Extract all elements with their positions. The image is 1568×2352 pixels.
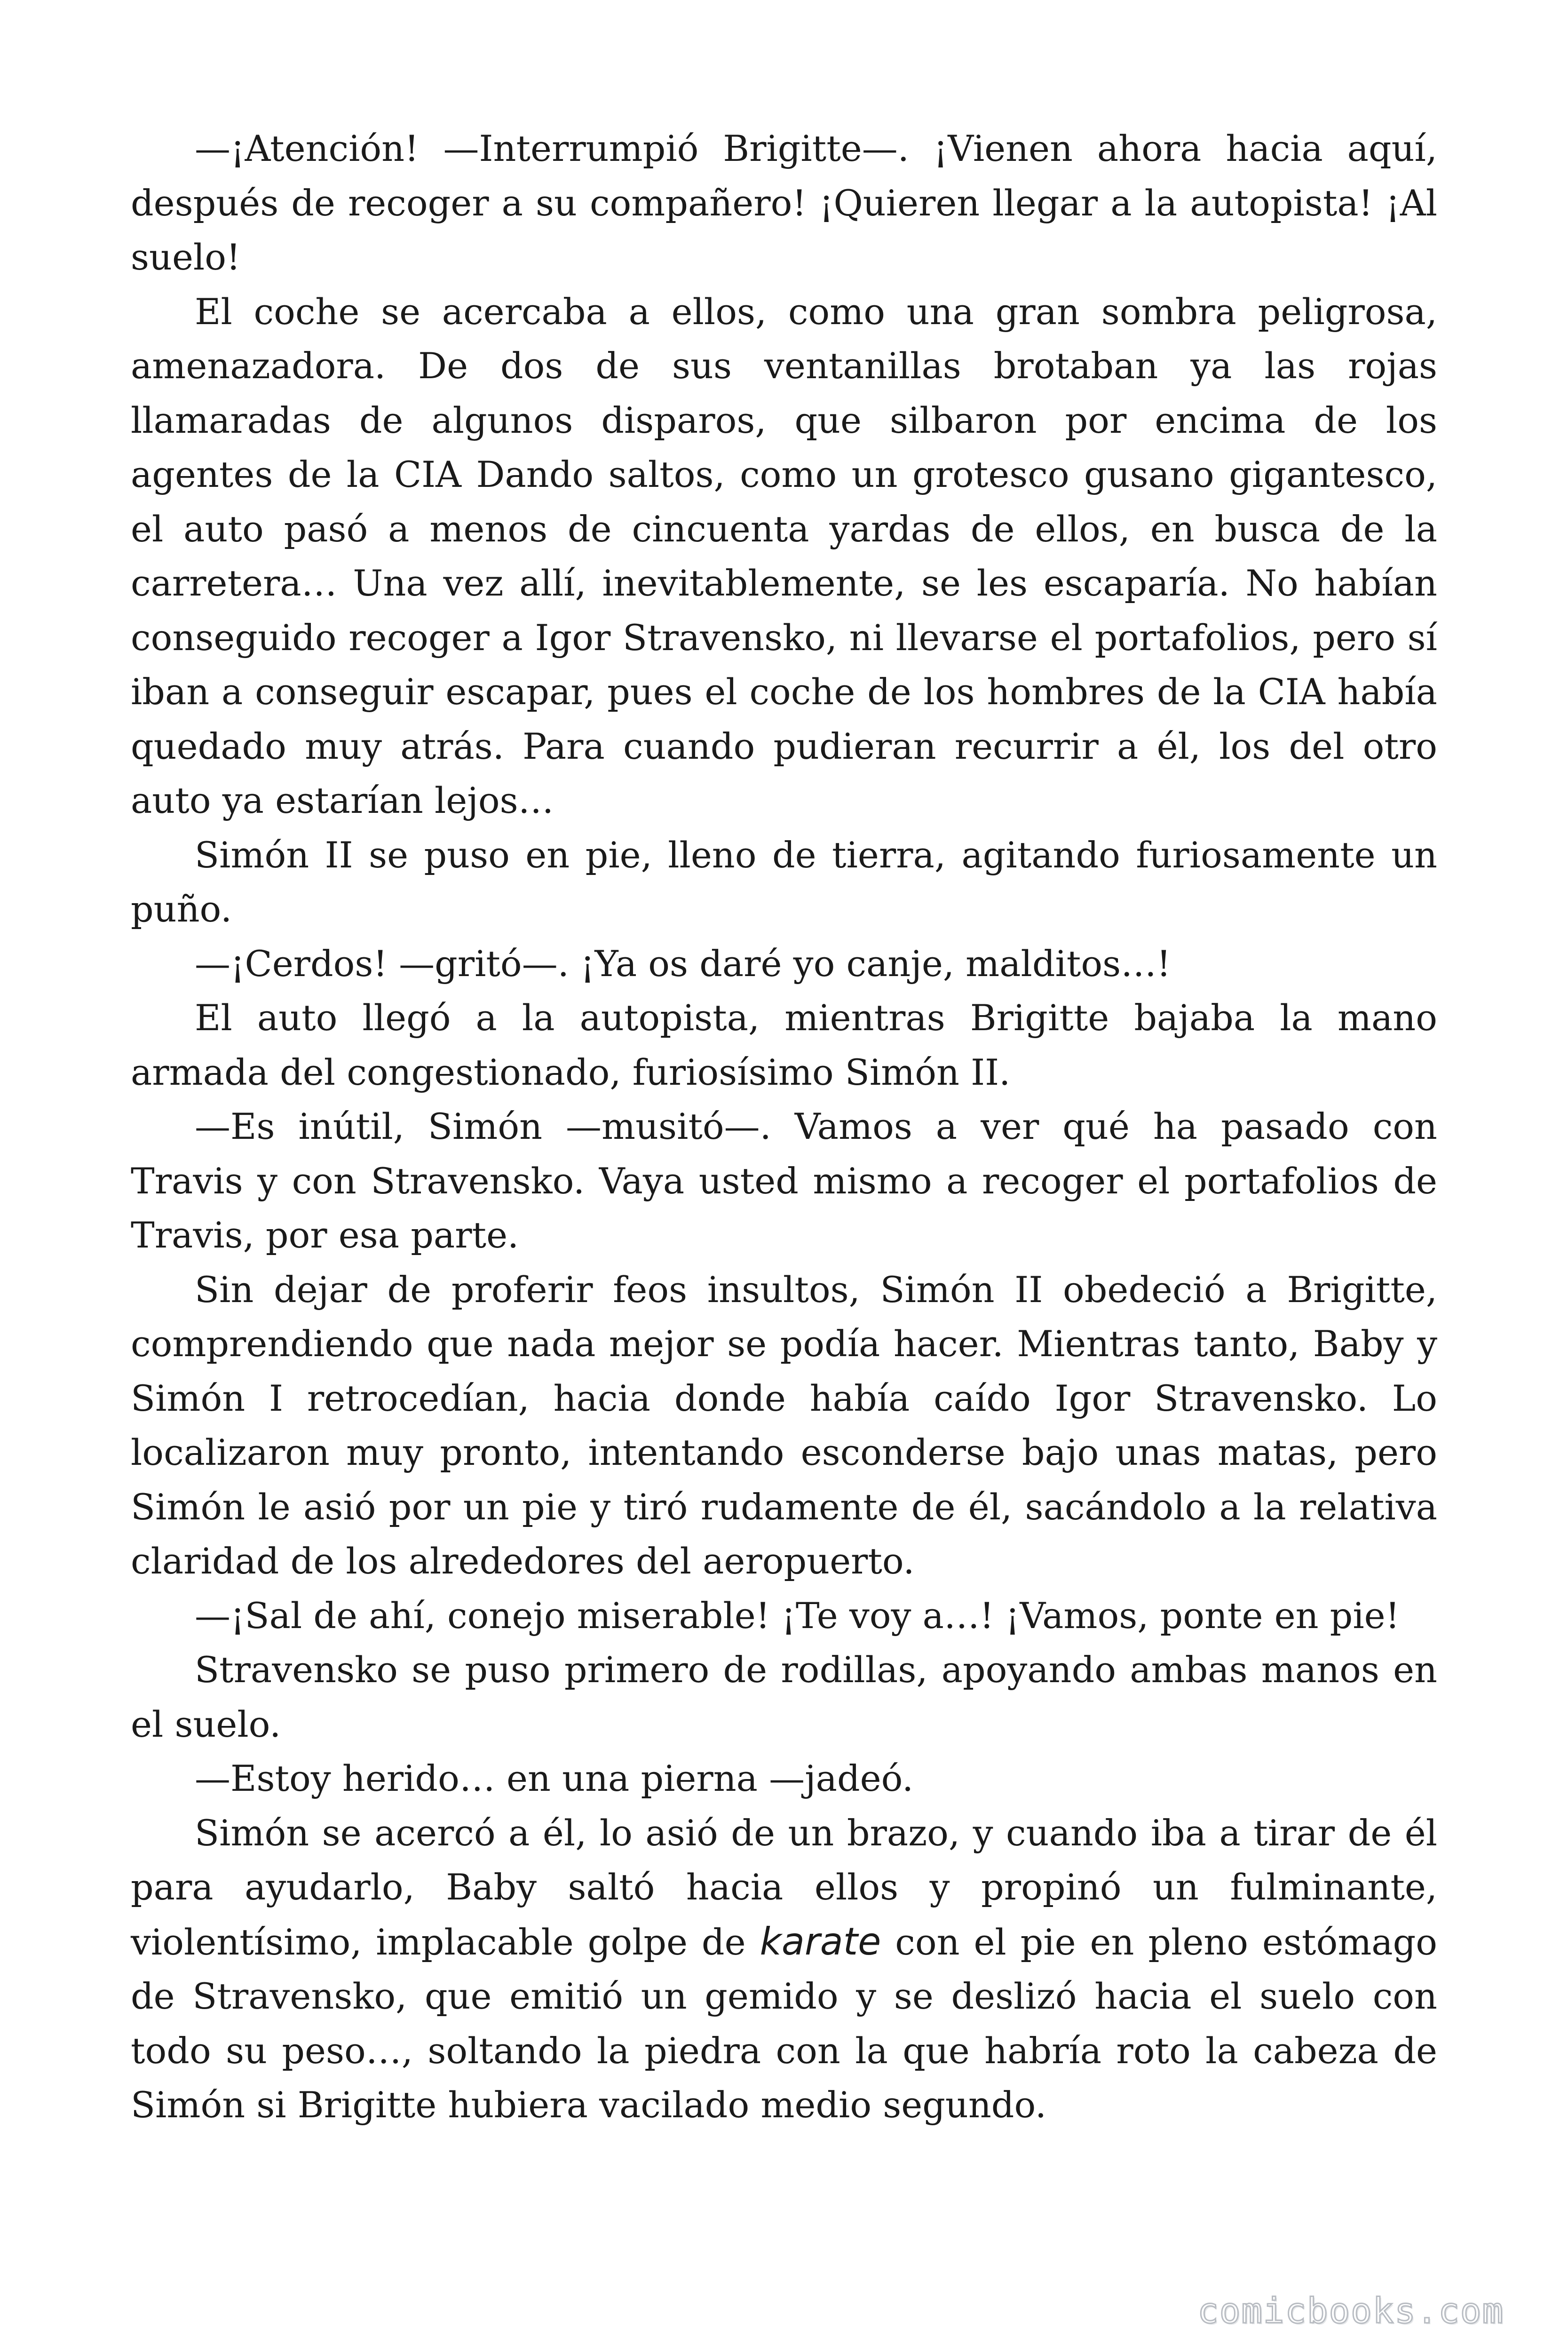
italic-word: karate bbox=[760, 1919, 881, 1963]
paragraph-11 bbox=[131, 1806, 1437, 2132]
paragraph-11-text-after: con el pie en pleno estómago de Stravensko, que emitió un gemido y se deslizó hacia el suelo con todo su peso…, soltando la piedra con la que habría roto la cabeza de Simón si Brigitte hubiera vacilado medio segundo. bbox=[131, 1921, 1437, 2126]
paragraph-11-text-before: Simón se acercó a él, lo asió de un brazo, y cuando iba a tirar de él para ayudarlo, Baby saltó hacia ellos y propinó un fulminante, violentísimo, implacable golpe de bbox=[131, 1812, 1437, 1963]
paragraph-4: —¡Cerdos! —gritó—. ¡Ya os daré yo canje, malditos…! bbox=[195, 942, 1171, 985]
paragraph-8: —¡Sal de ahí, conejo miserable! ¡Te voy a…! ¡Vamos, ponte en pie! bbox=[195, 1594, 1400, 1637]
paragraph-7: Sin dejar de proferir feos insultos, Simón II obedeció a Brigitte, comprendiendo que nada mejor se podía hacer. Mientras tanto, Baby y Simón I retrocedían, hacia donde había caído Igor Stravensko. Lo localizaron muy pronto, intentando esconderse bajo unas matas, pero Simón le asió por un pie y tiró rudamente de él, sacándolo a la relativa claridad de los alrededores del aeropuerto. bbox=[131, 1268, 1437, 1582]
paragraph-9: Stravensko se puso primero de rodillas, apoyando ambas manos en el suelo. bbox=[131, 1649, 1437, 1745]
paragraph-10: —Estoy herido… en una pierna —jadeó. bbox=[195, 1757, 914, 1799]
watermark: comicbooks.com bbox=[1197, 2291, 1504, 2331]
paragraph-5: El auto llegó a la autopista, mientras Brigitte bajaba la mano armada del congestionado, furiosísimo Simón II. bbox=[131, 997, 1437, 1093]
paragraph-1: —¡Atención! —Interrumpió Brigitte—. ¡Vienen ahora hacia aquí, después de recoger a su compañero! ¡Quieren llegar a la autopista! ¡Al suelo! bbox=[131, 127, 1437, 278]
paragraph-3: Simón II se puso en pie, lleno de tierra, agitando furiosamente un puño. bbox=[131, 834, 1437, 930]
paragraph-6: —Es inútil, Simón —musitó—. Vamos a ver qué ha pasado con Travis y con Stravensko. Vaya usted mismo a recoger el portafolios de Travis, por esa parte. bbox=[131, 1105, 1437, 1256]
paragraph-2: El coche se acercaba a ellos, como una gran sombra peligrosa, amenazadora. De dos de sus ventanillas brotaban ya las rojas llamaradas de algunos disparos, que silbaron por encima de los agentes de la CIA Dando saltos, como un grotesco gusano gigantesco, el auto pasó a menos de cincuenta yardas de ellos, en busca de la carretera… Una vez allí, inevitablemente, se les escaparía. No habían conseguido recoger a Igor Stravensko, ni llevarse el portafolios, pero sí iban a conseguir escapar, pues el coche de los hombres de la CIA había quedado muy atrás. Para cuando pudieran recurrir a él, los del otro auto ya estarían lejos… bbox=[131, 290, 1437, 821]
document-page bbox=[131, 121, 1437, 2132]
